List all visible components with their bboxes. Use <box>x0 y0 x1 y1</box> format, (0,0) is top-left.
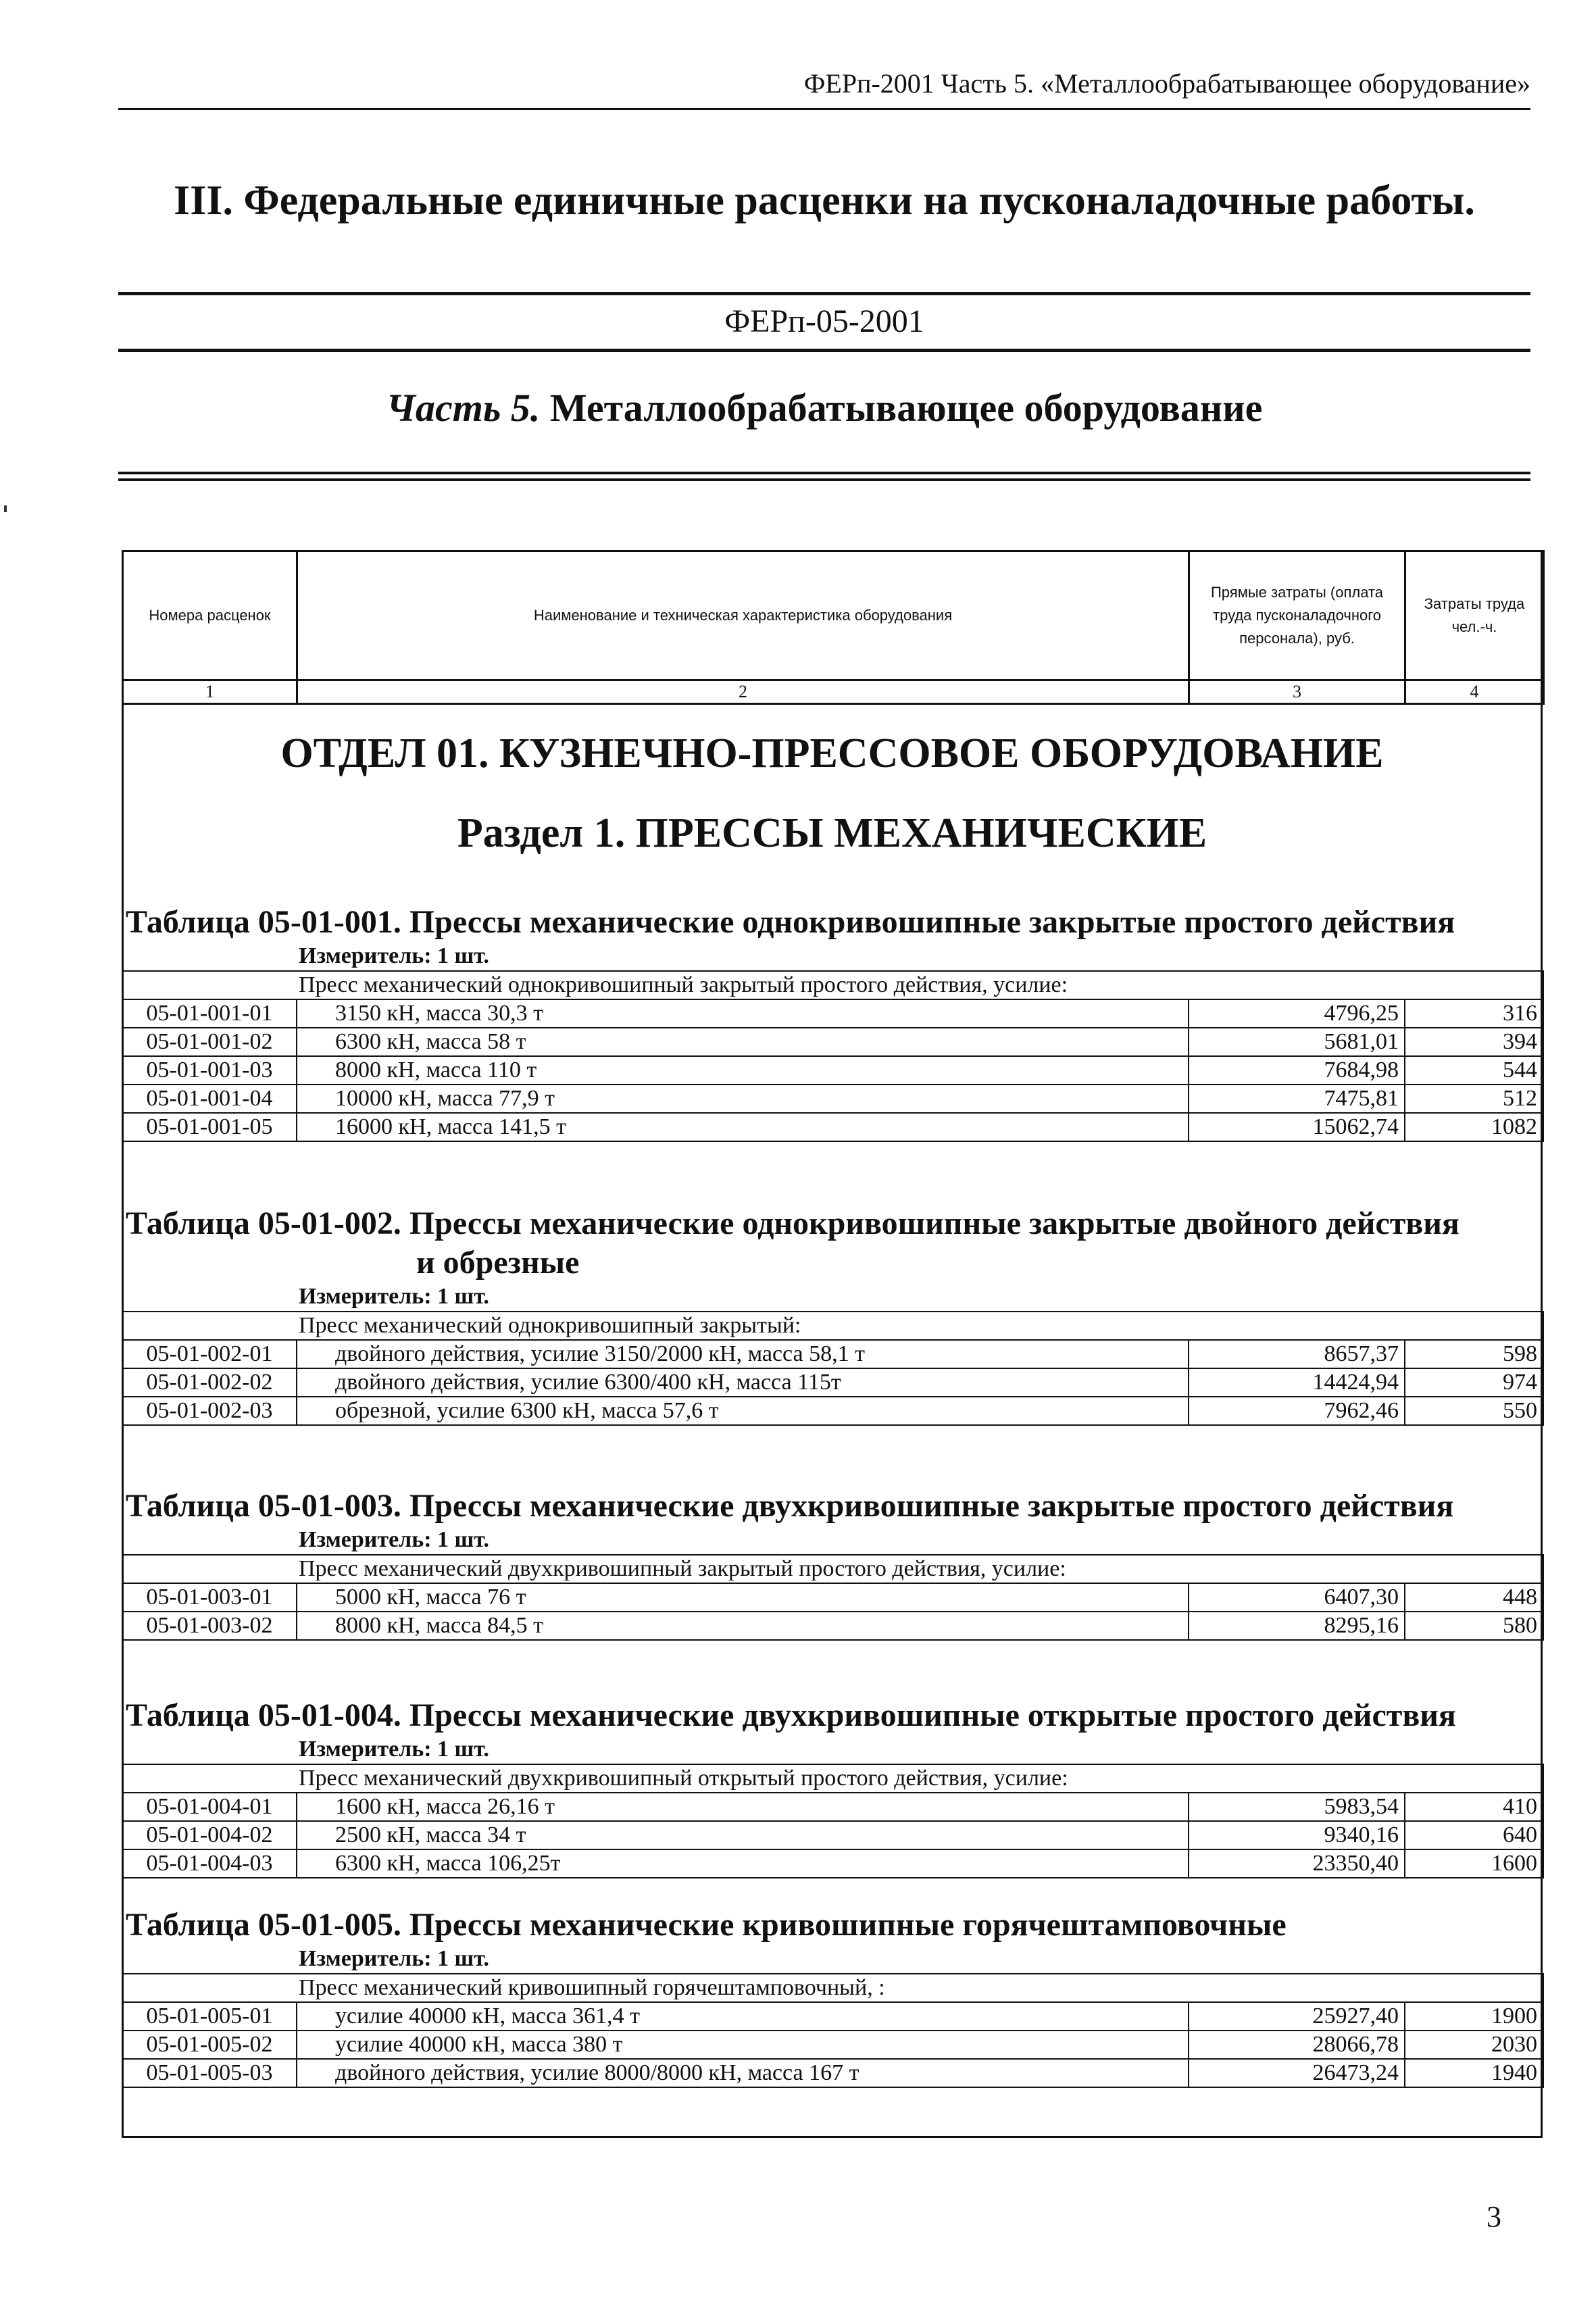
rate-table <box>122 1973 1544 2088</box>
table-row <box>122 1793 1543 1821</box>
labor-cost: 598 <box>1405 1340 1543 1368</box>
table-row <box>122 2002 1543 2031</box>
table-title-continuation: и обрезные <box>416 1245 580 1280</box>
rate-code: 05-01-004-02 <box>122 1821 297 1849</box>
direct-cost: 5681,01 <box>1189 1028 1405 1056</box>
rate-table-block <box>122 1487 1543 1641</box>
header-row <box>123 551 1544 680</box>
equipment-description: 6300 кН, масса 58 т <box>297 1028 1189 1056</box>
rate-code: 05-01-005-02 <box>122 2031 297 2059</box>
rate-code: 05-01-001-03 <box>122 1056 297 1085</box>
equipment-description: 5000 кН, масса 76 т <box>297 1583 1189 1612</box>
direct-cost: 9340,16 <box>1189 1821 1405 1849</box>
running-head: ФЕРп-2001 Часть 5. «Металлообрабатывающее оборудование» <box>803 68 1530 99</box>
labor-cost: 580 <box>1405 1612 1543 1640</box>
unit-label: Измеритель: 1 шт. <box>299 1284 489 1309</box>
unit-label: Измеритель: 1 шт. <box>299 1737 489 1762</box>
main-title: III. Федеральные единичные расценки на пусконаладочные работы. <box>174 178 1475 224</box>
table-row <box>122 1028 1543 1056</box>
rate-code: 05-01-004-03 <box>122 1849 297 1878</box>
direct-cost: 7475,81 <box>1189 1085 1405 1113</box>
direct-cost: 8657,37 <box>1189 1340 1405 1368</box>
labor-cost: 1940 <box>1405 2059 1543 2087</box>
rate-table-block <box>122 1906 1543 2088</box>
document-code: ФЕРп-05-2001 <box>724 303 924 339</box>
rate-code: 05-01-005-01 <box>122 2002 297 2031</box>
table-row <box>122 1849 1543 1878</box>
equipment-description: 3150 кН, масса 30,3 т <box>297 999 1189 1028</box>
rate-table <box>122 1554 1544 1641</box>
table-row <box>122 1056 1543 1085</box>
direct-cost: 7684,98 <box>1189 1056 1405 1085</box>
rate-code: 05-01-002-02 <box>122 1368 297 1397</box>
group-row <box>122 971 1543 999</box>
table-row <box>122 1340 1543 1368</box>
table-title-text: Таблица 05-01-003. Прессы механические двухкривошипные закрытые простого действия <box>126 1488 1454 1524</box>
labor-cost: 974 <box>1405 1368 1543 1397</box>
top-double-rule <box>118 292 1530 295</box>
part-title <box>118 385 1530 430</box>
group-row <box>122 1555 1543 1583</box>
equipment-description: усилие 40000 кН, масса 380 т <box>297 2031 1189 2059</box>
rate-code: 05-01-004-01 <box>122 1793 297 1821</box>
table-title-text: Таблица 05-01-004. Прессы механические двухкривошипные открытые простого действия <box>126 1697 1456 1733</box>
part-rule-1 <box>118 472 1530 474</box>
table-title <box>122 1696 1543 1735</box>
table-title-text: Таблица 05-01-005. Прессы механические кривошипные горячештамповочные <box>126 1907 1287 1943</box>
direct-cost: 8295,16 <box>1189 1612 1405 1640</box>
table-title-text: Таблица 05-01-002. Прессы механические однокривошипные закрытые двойного действия <box>126 1205 1460 1241</box>
table-row <box>122 1397 1543 1425</box>
table-title <box>122 903 1543 942</box>
rate-code: 05-01-003-01 <box>122 1583 297 1612</box>
equipment-description: двойного действия, усилие 3150/2000 кН, масса 58,1 т <box>297 1340 1189 1368</box>
header-num-3: 3 <box>1189 680 1405 704</box>
group-description: Пресс механический двухкривошипный закрытый простого действия, усилие: <box>122 1555 1543 1583</box>
rate-table-block <box>122 903 1543 1142</box>
header-num-2: 2 <box>297 680 1189 704</box>
section-title: Раздел 1. ПРЕССЫ МЕХАНИЧЕСКИЕ <box>457 810 1207 856</box>
group-row <box>122 1974 1543 2002</box>
table-row <box>122 1113 1543 1141</box>
rate-code: 05-01-005-03 <box>122 2059 297 2087</box>
direct-cost: 6407,30 <box>1189 1583 1405 1612</box>
equipment-description: 2500 кН, масса 34 т <box>297 1821 1189 1849</box>
code-rule <box>118 349 1530 352</box>
part-name: Металлообрабатывающее оборудование <box>549 386 1263 430</box>
rate-code: 05-01-001-05 <box>122 1113 297 1141</box>
group-row <box>122 1764 1543 1793</box>
labor-cost: 1082 <box>1405 1113 1543 1141</box>
labor-cost: 512 <box>1405 1085 1543 1113</box>
equipment-description: обрезной, усилие 6300 кН, масса 57,6 т <box>297 1397 1189 1425</box>
labor-cost: 640 <box>1405 1821 1543 1849</box>
labor-cost: 550 <box>1405 1397 1543 1425</box>
table-title-text: Таблица 05-01-001. Прессы механические однокривошипные закрытые простого действия <box>126 904 1455 940</box>
table-row <box>122 1368 1543 1397</box>
direct-cost: 23350,40 <box>1189 1849 1405 1878</box>
labor-cost: 448 <box>1405 1583 1543 1612</box>
direct-cost: 5983,54 <box>1189 1793 1405 1821</box>
table-row <box>122 2059 1543 2087</box>
header-labor: Затраты труда чел.-ч. <box>1405 551 1544 680</box>
part-rule-2 <box>118 478 1530 481</box>
part-label: Часть 5. <box>386 386 541 430</box>
rate-table-block <box>122 1204 1543 1426</box>
group-description: Пресс механический кривошипный горячештамповочный, : <box>122 1974 1543 2002</box>
equipment-description: двойного действия, усилие 8000/8000 кН, масса 167 т <box>297 2059 1189 2087</box>
rate-table <box>122 1764 1544 1878</box>
rate-code: 05-01-002-01 <box>122 1340 297 1368</box>
rate-code: 05-01-002-03 <box>122 1397 297 1425</box>
rate-table <box>122 1311 1544 1426</box>
header-num-1: 1 <box>123 680 297 704</box>
rate-code: 05-01-001-02 <box>122 1028 297 1056</box>
unit-label: Измеритель: 1 шт. <box>299 1946 489 1971</box>
table-row <box>122 1085 1543 1113</box>
header-number-row <box>123 680 1544 704</box>
labor-cost: 2030 <box>1405 2031 1543 2059</box>
equipment-description: 1600 кН, масса 26,16 т <box>297 1793 1189 1821</box>
group-description: Пресс механический однокривошипный закрытый: <box>122 1312 1543 1340</box>
labor-cost: 394 <box>1405 1028 1543 1056</box>
group-description: Пресс механический однокривошипный закрытый простого действия, усилие: <box>122 971 1543 999</box>
direct-cost: 25927,40 <box>1189 2002 1405 2031</box>
direct-cost: 4796,25 <box>1189 999 1405 1028</box>
department-title: ОТДЕЛ 01. КУЗНЕЧНО-ПРЕССОВОЕ ОБОРУДОВАНИЕ <box>280 730 1384 776</box>
rate-code: 05-01-001-01 <box>122 999 297 1028</box>
table-title <box>122 1906 1543 1945</box>
direct-cost: 7962,46 <box>1189 1397 1405 1425</box>
direct-cost: 28066,78 <box>1189 2031 1405 2059</box>
unit-label: Измеритель: 1 шт. <box>299 1527 489 1552</box>
group-row <box>122 1312 1543 1340</box>
rate-code: 05-01-001-04 <box>122 1085 297 1113</box>
table-row <box>122 1583 1543 1612</box>
equipment-description: 8000 кН, масса 84,5 т <box>297 1612 1189 1640</box>
group-description: Пресс механический двухкривошипный открытый простого действия, усилие: <box>122 1764 1543 1793</box>
unit-label: Измеритель: 1 шт. <box>299 943 489 968</box>
equipment-description: 10000 кН, масса 77,9 т <box>297 1085 1189 1113</box>
margin-mark <box>4 505 7 512</box>
direct-cost: 14424,94 <box>1189 1368 1405 1397</box>
page-number: 3 <box>1487 2200 1501 2233</box>
table-row <box>122 2031 1543 2059</box>
equipment-description: усилие 40000 кН, масса 361,4 т <box>297 2002 1189 2031</box>
labor-cost: 544 <box>1405 1056 1543 1085</box>
rate-table-block <box>122 1696 1543 1878</box>
header-name: Наименование и техническая характеристика оборудования <box>297 551 1189 680</box>
table-title <box>122 1487 1543 1526</box>
equipment-description: 8000 кН, масса 110 т <box>297 1056 1189 1085</box>
labor-cost: 316 <box>1405 999 1543 1028</box>
labor-cost: 410 <box>1405 1793 1543 1821</box>
direct-cost: 26473,24 <box>1189 2059 1405 2087</box>
table-row <box>122 1612 1543 1640</box>
equipment-description: двойного действия, усилие 6300/400 кН, масса 115т <box>297 1368 1189 1397</box>
rate-code: 05-01-003-02 <box>122 1612 297 1640</box>
table-title <box>122 1204 1543 1283</box>
table-row <box>122 1821 1543 1849</box>
rate-table <box>122 970 1544 1142</box>
labor-cost: 1900 <box>1405 2002 1543 2031</box>
header-rule <box>118 108 1530 110</box>
equipment-description: 6300 кН, масса 106,25т <box>297 1849 1189 1878</box>
header-cost: Прямые затраты (оплата труда пусконаладочного персонала), руб. <box>1189 551 1405 680</box>
direct-cost: 15062,74 <box>1189 1113 1405 1141</box>
header-num-4: 4 <box>1405 680 1544 704</box>
column-header-table <box>122 550 1545 705</box>
header-codes: Номера расценок <box>123 551 297 680</box>
labor-cost: 1600 <box>1405 1849 1543 1878</box>
table-row <box>122 999 1543 1028</box>
equipment-description: 16000 кН, масса 141,5 т <box>297 1113 1189 1141</box>
